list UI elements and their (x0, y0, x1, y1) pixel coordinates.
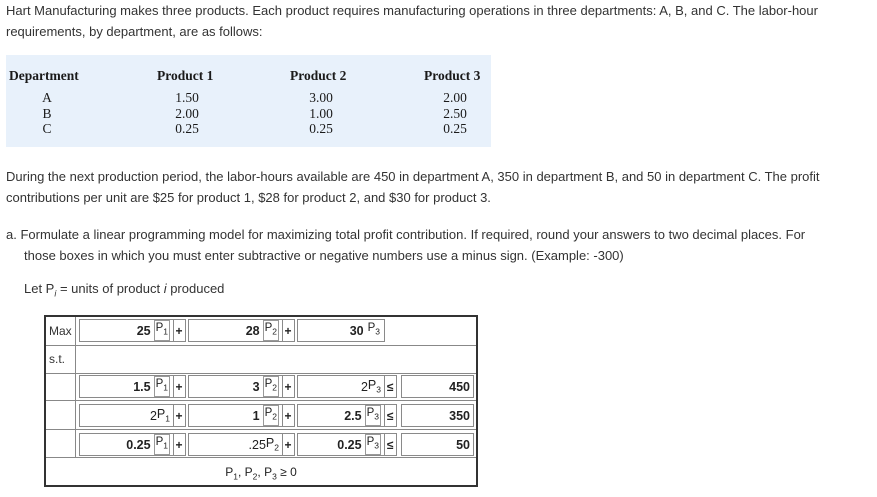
p3-dept-a: 2.00 (443, 90, 467, 105)
constraint-3-coef-p2[interactable] (188, 433, 283, 456)
nn-sep: , (237, 465, 245, 479)
objective-coef-p3[interactable] (297, 319, 385, 342)
nn-sub-1: 1 (233, 471, 238, 482)
let-var: i (163, 281, 167, 296)
var-p3 (365, 405, 381, 425)
constraint-1-c1-value: 1.5 (133, 379, 151, 394)
constraint-2-c1-value: 2 (149, 408, 157, 423)
lp-model-grid (44, 315, 478, 487)
var-p2 (266, 436, 279, 453)
constraint-3-c1-value: 0.25 (126, 437, 151, 452)
constraint-2-coef-p3[interactable] (297, 404, 385, 427)
p2-dept-c: 0.25 (309, 121, 333, 136)
var-p3 (367, 321, 381, 339)
objective-coef-3-value: 30 (349, 323, 364, 338)
var-letter: P (265, 436, 275, 451)
var-sub: 2 (274, 442, 279, 453)
p2-dept-b: 1.00 (309, 105, 333, 121)
nn-sep: , (257, 465, 265, 479)
constraint-2-coef-p2[interactable] (188, 404, 283, 427)
constraint-2-coef-p1[interactable] (79, 404, 174, 427)
constraint-1-rhs-value: 450 (449, 379, 470, 394)
nn-sub-2: 2 (252, 471, 258, 482)
var-letter: P (366, 436, 375, 449)
var-sub: 3 (376, 384, 381, 395)
leq-sign: ≤ (384, 404, 397, 427)
plus-sign: + (282, 433, 295, 456)
constraint-3-coef-p3[interactable] (297, 433, 385, 456)
let-sub: i (54, 288, 57, 299)
var-p3 (368, 378, 381, 395)
constraint-2-rhs-value: 350 (449, 408, 470, 423)
var-letter: P (264, 378, 273, 391)
var-letter: P (155, 436, 164, 449)
objective-coef-1-value: 25 (136, 323, 151, 338)
var-sub: 2 (272, 326, 277, 337)
var-p3 (365, 434, 381, 454)
var-sub: 1 (163, 382, 168, 393)
constraint-1-coef-p1[interactable] (79, 375, 174, 398)
var-sub: 2 (272, 411, 277, 422)
header-product-3: Product 3 (424, 68, 481, 83)
var-p1 (154, 320, 170, 340)
max-label: Max (49, 324, 72, 338)
constraint-1-rhs[interactable] (401, 375, 474, 398)
question-line-1: Formulate a linear programming model for maximizing total profit contribution. If required, round your answers to two decimal places. For (20, 227, 806, 242)
let-prefix: Let P (24, 281, 55, 296)
department-c: C (42, 121, 52, 136)
constraint-3-c3-value: 0.25 (337, 437, 362, 452)
let-eq: = units of product (56, 281, 164, 296)
constraint-2-c2-value: 1 (252, 408, 260, 423)
p1-dept-b: 2.00 (175, 105, 199, 121)
grid-line (46, 400, 476, 401)
var-sub: 1 (165, 413, 170, 424)
question-line-2: those boxes in which you must enter subtractive or negative numbers use a minus sign. (Example: -300) (24, 248, 624, 263)
var-letter: P (367, 378, 377, 393)
var-letter: P (156, 407, 166, 422)
header-department: Department (9, 68, 79, 83)
var-p2 (263, 376, 279, 396)
var-letter: P (155, 378, 164, 391)
labor-hours-table (6, 55, 491, 147)
plus-sign: + (282, 375, 295, 398)
var-sub: 3 (375, 326, 380, 337)
nn-p: P (244, 465, 253, 479)
question-label: a. (6, 227, 17, 242)
plus-sign: + (173, 375, 186, 398)
department-column (39, 90, 55, 137)
objective-coef-2-value: 28 (245, 323, 260, 338)
objective-coef-p1[interactable] (79, 319, 174, 342)
constraint-2-c3-value: 2.5 (344, 408, 362, 423)
question-a (6, 224, 872, 266)
nn-sub-3: 3 (272, 471, 277, 482)
var-sub: 1 (163, 440, 168, 451)
grid-line (46, 457, 476, 458)
nn-relation: ≥ 0 (276, 465, 297, 479)
product-2-column (302, 90, 340, 137)
leq-sign: ≤ (384, 375, 397, 398)
plus-sign: + (282, 319, 295, 342)
var-letter: P (367, 322, 376, 335)
var-letter: P (264, 407, 273, 420)
product-3-column (436, 90, 474, 137)
let-statement (24, 278, 224, 305)
nonnegativity-constraint (46, 465, 476, 481)
department-a: A (42, 90, 52, 105)
p3-dept-c: 0.25 (443, 121, 467, 136)
var-letter: P (155, 322, 164, 335)
grid-line (46, 373, 476, 374)
grid-line (46, 345, 476, 346)
constraint-3-rhs[interactable] (401, 433, 474, 456)
product-1-column (168, 90, 206, 137)
var-sub: 3 (374, 411, 379, 422)
st-label: s.t. (49, 352, 66, 366)
constraint-3-c2-value: .25 (248, 437, 266, 452)
plus-sign: + (282, 404, 295, 427)
var-letter: P (264, 322, 273, 335)
constraint-3-coef-p1[interactable] (79, 433, 174, 456)
p2-dept-a: 3.00 (309, 90, 333, 105)
var-p1 (157, 407, 170, 424)
p3-dept-b: 2.50 (443, 105, 467, 121)
constraint-3-rhs-value: 50 (456, 437, 470, 452)
production-paragraph: During the next production period, the labor-hours available are 450 in department A, 350 in department B, and 50 in department C. The profit contributions per unit are $25 for product 1, $28 for product 2, and $30 for product 3. (6, 169, 820, 205)
nn-p: P (264, 465, 273, 479)
leq-sign: ≤ (384, 433, 397, 456)
department-b: B (42, 105, 52, 121)
plus-sign: + (173, 319, 186, 342)
grid-line (46, 429, 476, 430)
let-suffix: produced (166, 281, 225, 296)
var-sub: 1 (163, 326, 168, 337)
var-sub: 3 (374, 440, 379, 451)
p1-dept-c: 0.25 (175, 121, 199, 136)
header-product-1: Product 1 (157, 68, 214, 83)
p1-dept-a: 1.50 (175, 90, 199, 105)
constraint-1-c3-value: 2 (360, 379, 368, 394)
var-p2 (263, 405, 279, 425)
plus-sign: + (173, 433, 186, 456)
plus-sign: + (173, 404, 186, 427)
objective-coef-p2[interactable] (188, 319, 283, 342)
var-p1 (154, 376, 170, 396)
constraint-2-rhs[interactable] (401, 404, 474, 427)
header-product-2: Product 2 (290, 68, 347, 83)
constraint-1-coef-p3[interactable] (297, 375, 385, 398)
var-p2 (263, 320, 279, 340)
var-sub: 2 (272, 382, 277, 393)
constraint-1-coef-p2[interactable] (188, 375, 283, 398)
grid-line (75, 317, 76, 457)
var-letter: P (366, 407, 375, 420)
constraint-1-c2-value: 3 (252, 379, 260, 394)
intro-paragraph: Hart Manufacturing makes three products. Each product requires manufacturing operations in three departments: A, B, and C. The labor-hour requirements, by department, are as follows: (6, 3, 818, 39)
var-p1 (154, 434, 170, 454)
nn-p: P (225, 465, 234, 479)
